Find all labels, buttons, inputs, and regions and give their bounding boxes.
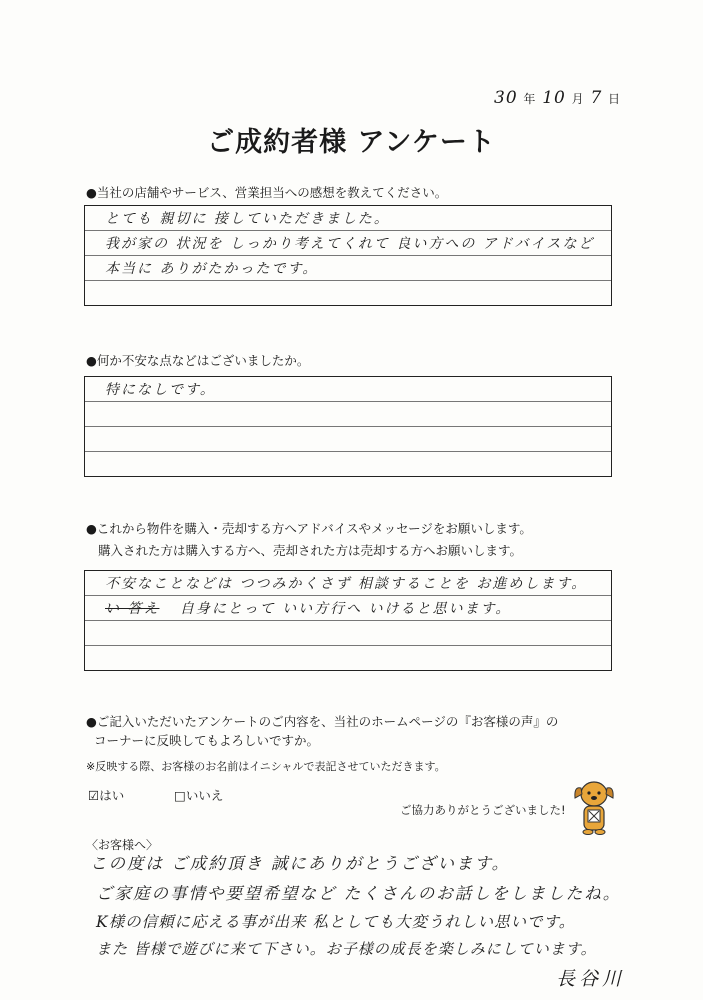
date-month-unit: 月	[571, 92, 585, 106]
choice-yes-label: はい	[99, 788, 125, 803]
answer-text-rest: 自身にとって いい方行へ いけると思います。	[179, 601, 512, 617]
answer-text: とても 親切に 接していただきました。	[105, 211, 390, 227]
checkbox-checked-icon[interactable]: ☑	[88, 788, 100, 803]
date-month: 10	[542, 88, 566, 108]
message-line: K様の信頼に応える事が出来 私としても大変うれしい思いです。	[96, 913, 576, 931]
choice-no-label: いいえ	[185, 788, 224, 803]
choice-no[interactable]	[174, 786, 223, 804]
answer-box-1	[84, 205, 612, 306]
answer-text	[105, 598, 511, 618]
answer-line	[85, 377, 611, 402]
question-2: ●何か不安な点などはございましたか。	[86, 353, 310, 368]
date-day: 7	[590, 88, 603, 108]
answer-text: 我が家の 状況を しっかり考えてくれて 良い方への アドバイスなど	[105, 236, 595, 252]
dog-mascot-icon	[570, 776, 618, 836]
answer-text: 本当に ありがたかったです。	[105, 261, 319, 277]
date-day-unit: 日	[608, 92, 622, 106]
answer-line	[85, 427, 611, 452]
answer-box-2	[84, 376, 612, 477]
answer-line	[85, 206, 611, 231]
consent-note: ※反映する際、お客様のお名前はイニシャルで表記させていただきます。	[86, 760, 446, 773]
answer-line	[85, 231, 611, 256]
signature: 長谷川	[556, 968, 626, 990]
question-1: ●当社の店舗やサービス、営業担当への感想を教えてください。	[86, 185, 448, 200]
answer-text: 特になしです。	[105, 382, 216, 398]
message-heading: 〈お客様へ〉	[86, 838, 159, 852]
answer-line	[85, 596, 611, 621]
message-line: この度は ご成約頂き 誠にありがとうございます。	[90, 854, 511, 873]
page-title: ご成約者様 アンケート	[207, 127, 496, 158]
thanks-text: ご協力ありがとうございました!	[400, 803, 566, 817]
answer-line	[85, 256, 611, 281]
answer-line	[85, 646, 611, 671]
struck-text: い 答え	[105, 601, 160, 617]
consent-question	[86, 712, 558, 750]
answer-line	[85, 402, 611, 427]
date-year: 30	[494, 88, 518, 108]
message-line: また 皆様で遊びに来て下さい。お子様の成長を楽しみにしています。	[96, 940, 597, 958]
question-3	[86, 520, 532, 560]
answer-text: 不安なことなどは つつみかくさず 相談することを お進めします。	[105, 576, 588, 592]
choice-yes[interactable]	[88, 786, 124, 804]
answer-line	[85, 621, 611, 646]
message-line: ご家庭の事情や要望希望など たくさんのお話しをしましたね。	[96, 884, 622, 903]
survey-date	[494, 88, 621, 108]
answer-box-3	[84, 570, 612, 671]
consent-line-1: ●ご記入いただいたアンケートのご内容を、当社のホームページの『お客様の声』の	[86, 714, 559, 729]
answer-line	[85, 281, 611, 306]
date-year-unit: 年	[523, 92, 537, 106]
consent-line-2: コーナーに反映してもよろしいですか。	[94, 733, 320, 748]
question-3-line-1: ●これから物件を購入・売却する方へアドバイスやメッセージをお願いします。	[86, 521, 532, 536]
answer-line	[85, 571, 611, 596]
question-3-line-2: 購入された方は購入する方へ、売却された方は売却する方へお願いします。	[98, 543, 523, 558]
checkbox-empty-icon[interactable]: □	[174, 788, 186, 803]
answer-line	[85, 452, 611, 477]
